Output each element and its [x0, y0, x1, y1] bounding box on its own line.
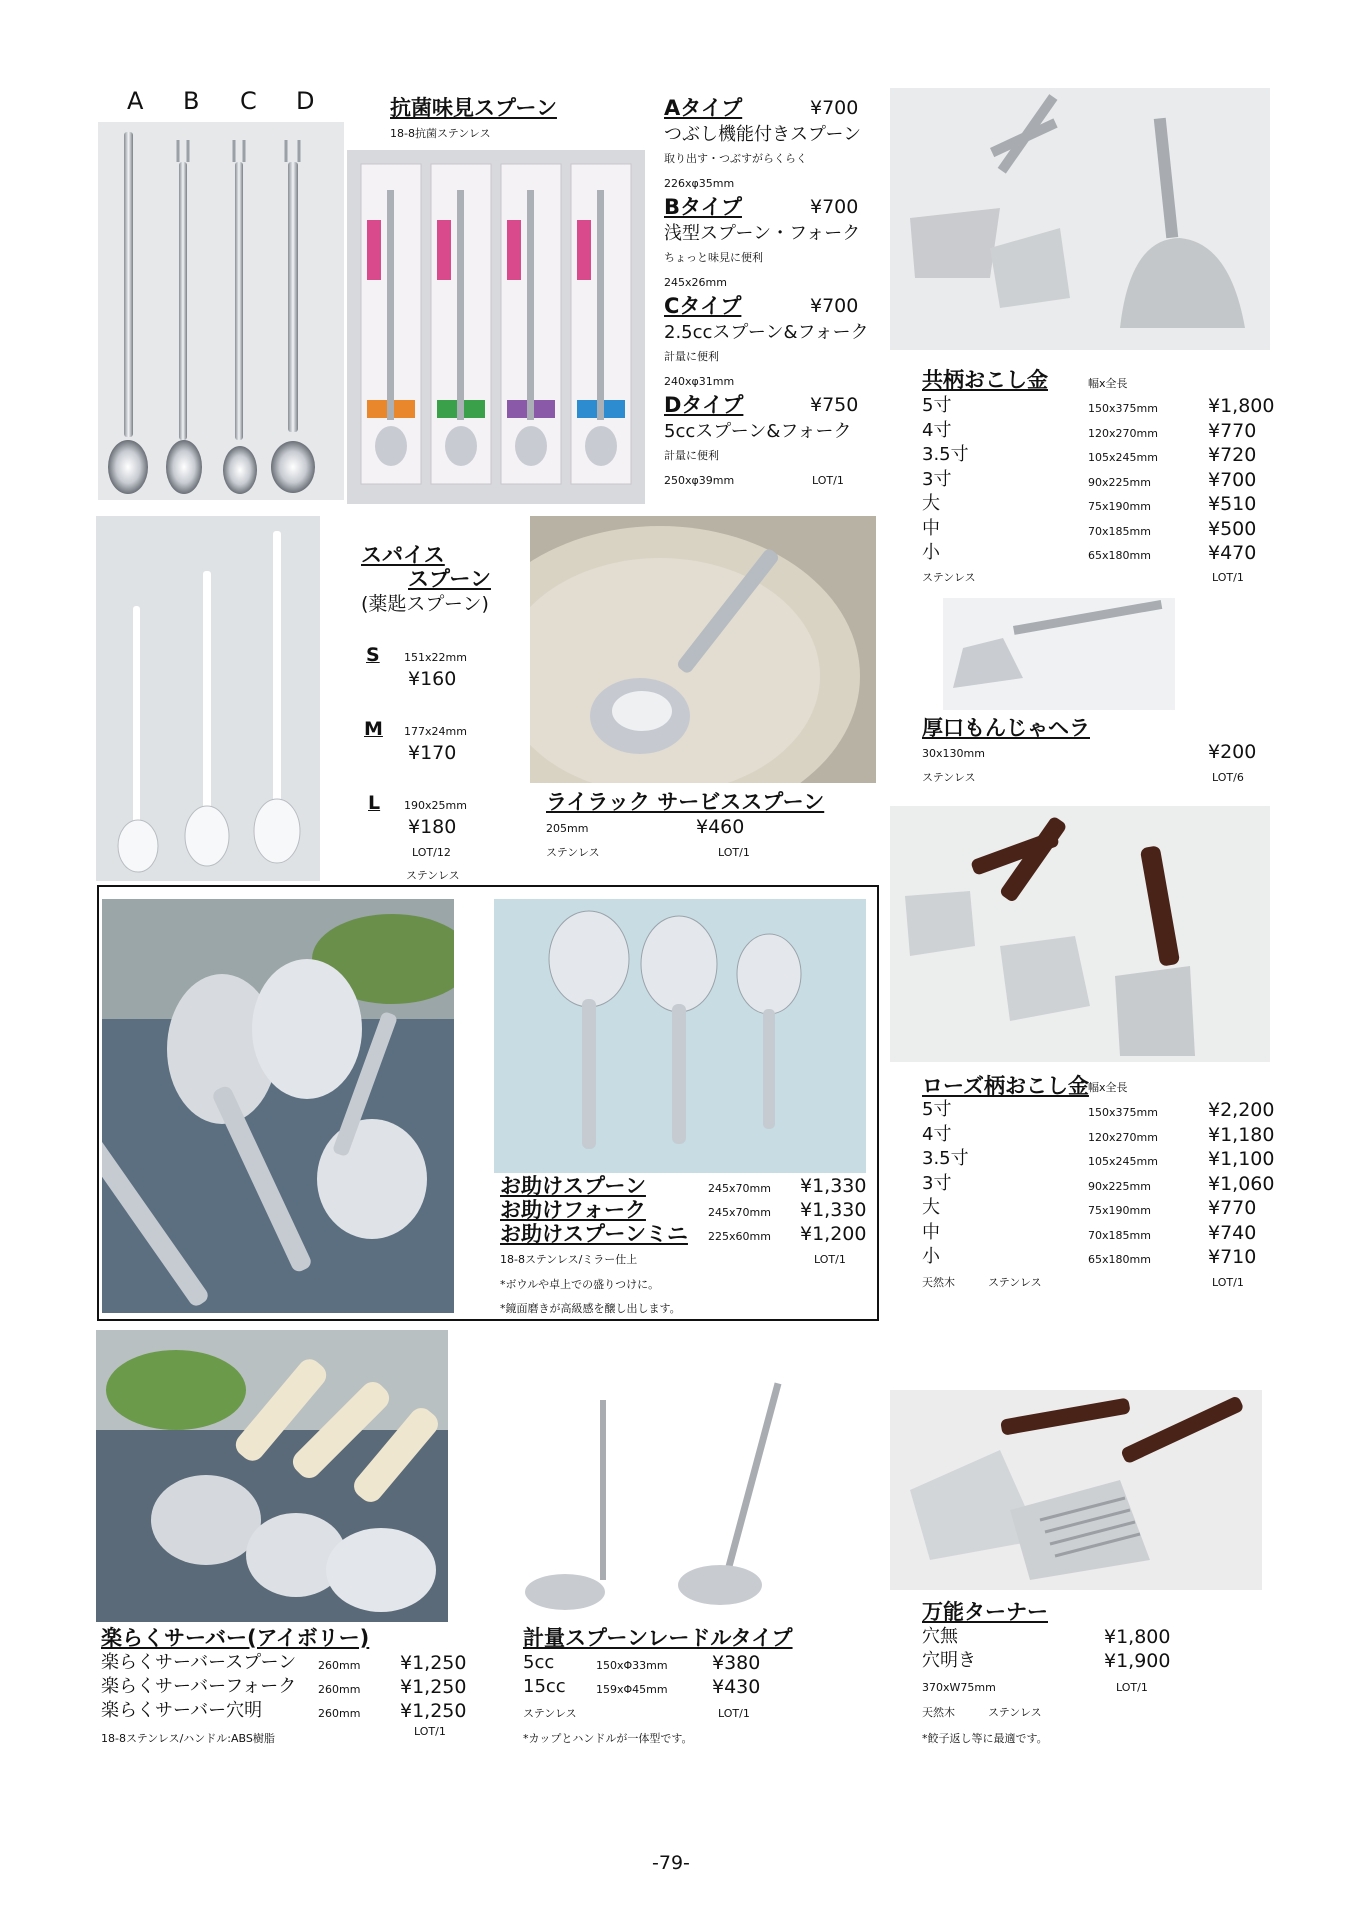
otasuke-1-name: お助けスプーン [500, 1174, 646, 1198]
turner-lot: LOT/1 [1116, 1681, 1148, 1694]
tomogara-photo [890, 88, 1270, 350]
rose-row-size: 3寸 [922, 1172, 952, 1194]
monja-material: ステンレス [922, 771, 976, 784]
spice-m-label: M [364, 718, 383, 740]
otasuke-trio-photo [494, 899, 866, 1173]
turner-2-price: ¥1,900 [1104, 1650, 1171, 1672]
abc-label-a: A [127, 87, 144, 115]
ajimi-package-photo [347, 150, 645, 504]
tomogara-row-dim: 65x180mm [1088, 549, 1151, 562]
otasuke-2-price: ¥1,330 [800, 1199, 867, 1221]
otasuke-table-photo [102, 899, 454, 1313]
ajimi-d-name: Dタイプ [664, 393, 744, 417]
tomogara-row-size: 大 [922, 493, 940, 514]
otasuke-2-name: お助けフォーク [500, 1198, 646, 1222]
spice-spoon-photo [96, 516, 320, 881]
lilac-price: ¥460 [696, 816, 745, 838]
turner-1-price: ¥1,800 [1104, 1626, 1171, 1648]
rose-row-dim: 90x225mm [1088, 1179, 1151, 1193]
spice-subtitle: (薬匙スプーン) [361, 593, 489, 615]
rose-row-dim: 120x270mm [1088, 1130, 1158, 1144]
raku-1-name: 楽らくサーバースプーン [101, 1652, 297, 1673]
ajimi-a-price: ¥700 [810, 97, 859, 119]
otasuke-2-dim: 245x70mm [708, 1206, 771, 1219]
rose-row-price: ¥1,100 [1208, 1148, 1275, 1170]
tomogara-row-size: 小 [922, 542, 940, 563]
ladle-1-dim: 150xΦ33mm [596, 1659, 668, 1672]
tomogara-row-size: 3.5寸 [922, 444, 969, 465]
ajimi-b-price: ¥700 [810, 196, 859, 218]
tomogara-row-dim: 75x190mm [1088, 500, 1151, 513]
spice-m-dim: 177x24mm [404, 725, 467, 738]
turner-material-1: 天然木 [922, 1706, 955, 1719]
tomogara-row-dim: 150x375mm [1088, 402, 1158, 415]
spice-title-1: スパイス [361, 543, 445, 567]
ajimi-d-size: 250xφ39mm [664, 474, 735, 487]
ladle-2-name: 15cc [523, 1676, 566, 1697]
rose-row-size: 中 [922, 1221, 940, 1243]
rose-photo [890, 806, 1270, 1062]
lilac-material: ステンレス [546, 846, 600, 859]
turner-material-2: ステンレス [988, 1706, 1042, 1719]
tomogara-row-price: ¥1,800 [1208, 395, 1275, 417]
raku-title: 楽らくサーバー(アイボリー) [101, 1626, 370, 1650]
ajimi-c-size: 240xφ31mm [664, 375, 735, 388]
tomogara-row-size: 中 [922, 517, 940, 539]
monja-lot: LOT/6 [1212, 771, 1244, 784]
rose-row-size: 4寸 [922, 1123, 952, 1145]
ladle-1-name: 5cc [523, 1652, 555, 1673]
rose-col-header: 幅x全長 [1088, 1081, 1128, 1094]
ajimi-b-note: ちょっと味見に便利 [664, 251, 763, 264]
ajimi-b-name: Bタイプ [664, 195, 742, 219]
spice-l-price: ¥180 [408, 816, 457, 838]
monja-size: 30x130mm [922, 747, 985, 760]
tomogara-row-dim: 105x245mm [1088, 451, 1158, 464]
raku-2-price: ¥1,250 [400, 1676, 467, 1698]
abc-label-b: B [183, 87, 200, 115]
ladle-photo [520, 1380, 820, 1620]
monja-photo [943, 598, 1175, 710]
raku-material: 18-8ステンレス/ハンドル:ABS樹脂 [101, 1732, 275, 1745]
tomogara-row-dim: 120x270mm [1088, 426, 1158, 440]
rose-row-price: ¥770 [1208, 1197, 1257, 1219]
spice-lot: LOT/12 [412, 846, 451, 859]
ajimi-c-price: ¥700 [810, 295, 859, 317]
raku-3-dim: 260mm [318, 1707, 361, 1720]
otasuke-note-1: *ボウルや卓上での盛りつけに。 [500, 1278, 660, 1291]
ajimi-d-note: 計量に便利 [664, 449, 719, 462]
spice-s-label: S [366, 644, 380, 666]
rose-lot: LOT/1 [1212, 1276, 1244, 1289]
tomogara-lot: LOT/1 [1212, 571, 1244, 584]
ladle-note: *カップとハンドルが一体型です。 [523, 1732, 693, 1745]
monja-price: ¥200 [1208, 741, 1257, 763]
turner-title: 万能ターナー [922, 1600, 1048, 1624]
raku-lot: LOT/1 [414, 1725, 446, 1738]
rose-row-price: ¥2,200 [1208, 1099, 1275, 1121]
rose-row-size: 5寸 [922, 1099, 952, 1120]
tomogara-row-price: ¥470 [1208, 542, 1257, 564]
ajimi-a-name: Aタイプ [664, 96, 743, 120]
tomogara-row-price: ¥720 [1208, 444, 1257, 466]
tomogara-row-size: 3寸 [922, 468, 952, 490]
rose-row-dim: 65x180mm [1088, 1253, 1151, 1266]
rose-row-size: 3.5寸 [922, 1148, 969, 1169]
raku-3-price: ¥1,250 [400, 1700, 467, 1722]
ajimi-a-size: 226xφ35mm [664, 177, 735, 190]
otasuke-1-dim: 245x70mm [708, 1182, 771, 1195]
rose-row-price: ¥710 [1208, 1246, 1257, 1268]
lilac-lot: LOT/1 [718, 846, 750, 859]
raku-3-name: 楽らくサーバー穴明 [101, 1700, 263, 1721]
monja-title: 厚口もんじゃヘラ [922, 716, 1090, 740]
rose-row-dim: 75x190mm [1088, 1204, 1151, 1217]
ajimi-c-desc: 2.5ccスプーン&フォーク [664, 322, 869, 343]
ajimi-lot: LOT/1 [812, 474, 844, 487]
spice-material: ステンレス [406, 869, 460, 882]
ladle-material: ステンレス [523, 1707, 577, 1720]
tomogara-col-header: 幅x全長 [1088, 377, 1128, 390]
turner-size: 370xW75mm [922, 1681, 996, 1694]
tomogara-row-size: 4寸 [922, 419, 952, 441]
otasuke-3-dim: 225x60mm [708, 1230, 771, 1243]
rose-row-dim: 150x375mm [1088, 1106, 1158, 1119]
ladle-2-price: ¥430 [712, 1676, 761, 1698]
ajimi-d-price: ¥750 [810, 394, 859, 416]
lilac-title: ライラック サービススプーン [546, 790, 825, 814]
rose-material-2: ステンレス [988, 1276, 1042, 1289]
spice-l-label: L [368, 792, 381, 814]
rose-title: ローズ柄おこし金 [922, 1074, 1089, 1098]
turner-photo [890, 1390, 1262, 1590]
tomogara-row-price: ¥510 [1208, 493, 1257, 515]
ajimi-a-desc: つぶし機能付きスプーン [664, 124, 862, 145]
spice-title-2: スプーン [408, 567, 491, 591]
turner-2-name: 穴明き [922, 1650, 976, 1671]
ajimi-material: 18-8抗菌ステンレス [390, 127, 491, 140]
rose-row-price: ¥1,060 [1208, 1172, 1275, 1195]
tomogara-row-price: ¥500 [1208, 517, 1257, 540]
rose-row-price: ¥740 [1208, 1221, 1257, 1244]
tomogara-row-price: ¥700 [1208, 468, 1257, 491]
tomogara-row-price: ¥770 [1208, 419, 1257, 442]
rose-row-size: 小 [922, 1246, 940, 1267]
lilac-photo [530, 516, 876, 783]
spice-s-dim: 151x22mm [404, 651, 467, 664]
rose-row-dim: 105x245mm [1088, 1155, 1158, 1168]
ladle-lot: LOT/1 [718, 1707, 750, 1720]
ladle-2-dim: 159xΦ45mm [596, 1683, 668, 1696]
ajimi-a-note: 取り出す・つぶすがらくらく [664, 152, 807, 165]
spice-m-price: ¥170 [408, 742, 457, 764]
tomogara-title: 共柄おこし金 [922, 368, 1048, 392]
otasuke-1-price: ¥1,330 [800, 1175, 867, 1197]
turner-note: *餃子返し等に最適です。 [922, 1732, 1048, 1745]
raku-1-dim: 260mm [318, 1659, 361, 1672]
tomogara-material: ステンレス [922, 571, 976, 584]
rose-row-dim: 70x185mm [1088, 1228, 1151, 1242]
tomogara-row-dim: 70x185mm [1088, 524, 1151, 538]
ajimi-d-desc: 5ccスプーン&フォーク [664, 421, 852, 442]
abc-label-c: C [240, 87, 257, 115]
otasuke-3-price: ¥1,200 [800, 1223, 867, 1245]
ajimi-b-size: 245x26mm [664, 276, 727, 289]
abc-label-d: D [296, 87, 315, 115]
otasuke-3-name: お助けスプーンミニ [500, 1222, 688, 1246]
rose-row-price: ¥1,180 [1208, 1123, 1275, 1146]
ajimi-c-name: Cタイプ [664, 294, 742, 318]
ajimi-abcd-photo [98, 122, 344, 500]
raku-1-price: ¥1,250 [400, 1652, 467, 1674]
rose-row-size: 大 [922, 1197, 940, 1218]
spice-l-dim: 190x25mm [404, 799, 467, 812]
lilac-size: 205mm [546, 822, 589, 835]
raku-2-name: 楽らくサーバーフォーク [101, 1676, 297, 1697]
otasuke-lot: LOT/1 [814, 1253, 846, 1266]
otasuke-note-2: *鏡面磨きが高級感を醸し出します。 [500, 1302, 681, 1315]
ajimi-title: 抗菌味見スプーン [390, 96, 557, 120]
tomogara-row-dim: 90x225mm [1088, 475, 1151, 489]
page-number: -79- [652, 1852, 690, 1874]
ladle-title: 計量スプーンレードルタイプ [523, 1626, 793, 1650]
spice-s-price: ¥160 [408, 668, 457, 690]
tomogara-row-size: 5寸 [922, 395, 952, 416]
rose-material-1: 天然木 [922, 1276, 955, 1289]
ladle-1-price: ¥380 [712, 1652, 761, 1674]
raku-photo [96, 1330, 448, 1622]
otasuke-material: 18-8ステンレス/ミラー仕上 [500, 1253, 638, 1266]
turner-1-name: 穴無 [922, 1626, 958, 1647]
ajimi-c-note: 計量に便利 [664, 350, 719, 363]
ajimi-b-desc: 浅型スプーン・フォーク [664, 223, 861, 244]
raku-2-dim: 260mm [318, 1683, 361, 1696]
